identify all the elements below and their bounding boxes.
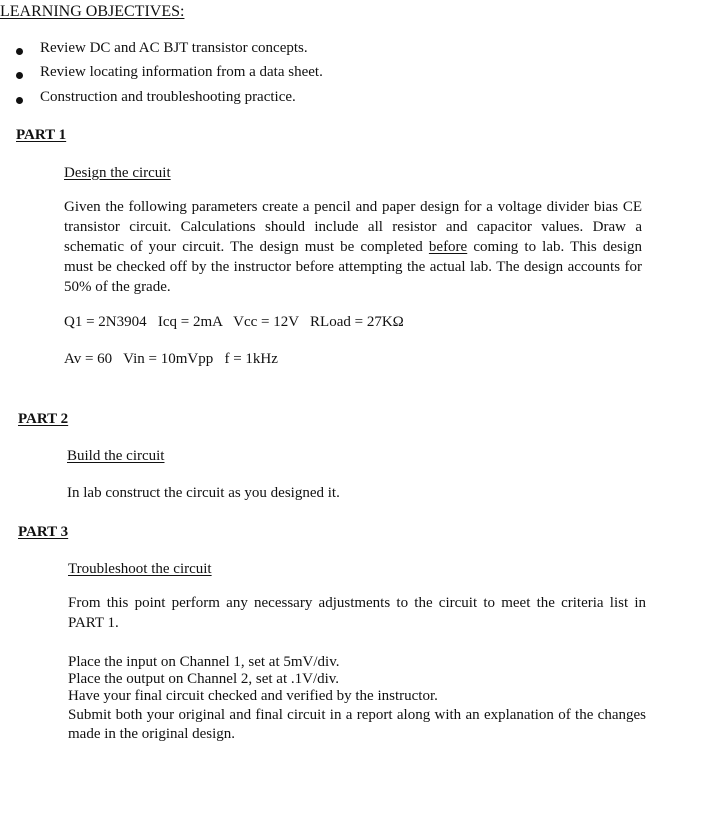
part1-params-line2: Av = 60 Vin = 10mVpp f = 1kHz — [64, 351, 278, 367]
objective-item: Review DC and AC BJT transistor concepts. — [40, 40, 308, 56]
part2-subheading: Build the circuit — [67, 448, 165, 464]
bullet-icon — [16, 97, 23, 104]
part1-paragraph — [64, 197, 642, 297]
part2-text: In lab construct the circuit as you designed it. — [67, 485, 340, 501]
part3-line: Place the output on Channel 2, set at .1V/div. — [68, 671, 340, 687]
part3-last-paragraph: Submit both your original and final circuit in a report along with an explanation of the changes made in the original design. — [68, 707, 646, 742]
objectives-heading: LEARNING OBJECTIVES: — [0, 3, 185, 20]
part3-line: Place the input on Channel 1, set at 5mV/div. — [68, 654, 340, 670]
objective-item: Construction and troubleshooting practice. — [40, 89, 296, 105]
part1-paragraph-text: Given the following parameters create a pencil and paper design for a voltage divider bias CE transistor circuit. Calculations should include all resistor and capacitor values. Draw a schematic of your circuit. The design must be completed — [64, 199, 642, 255]
part3-line: Have your final circuit checked and verified by the instructor. — [68, 688, 438, 704]
part2-heading: PART 2 — [18, 411, 69, 427]
part1-paragraph-text-end: coming to lab. This design must be checked off by the instructor before attempting the actual lab. The design accounts for 50% of the grade. — [64, 239, 642, 295]
objective-item: Review locating information from a data sheet. — [40, 64, 323, 80]
part1-heading: PART 1 — [16, 127, 67, 143]
part3-subheading: Troubleshoot the circuit — [68, 561, 212, 577]
part3-heading: PART 3 — [18, 524, 69, 540]
part1-params-line1: Q1 = 2N3904 Icq = 2mA Vcc = 12V RLoad = 27KΩ — [64, 314, 404, 330]
bullet-icon — [16, 72, 23, 79]
part3-paragraph: From this point perform any necessary adjustments to the circuit to meet the criteria list in PART 1. — [68, 595, 646, 631]
part1-subheading: Design the circuit — [64, 165, 171, 181]
part1-emphasis: before — [428, 239, 468, 255]
bullet-icon — [16, 48, 23, 55]
